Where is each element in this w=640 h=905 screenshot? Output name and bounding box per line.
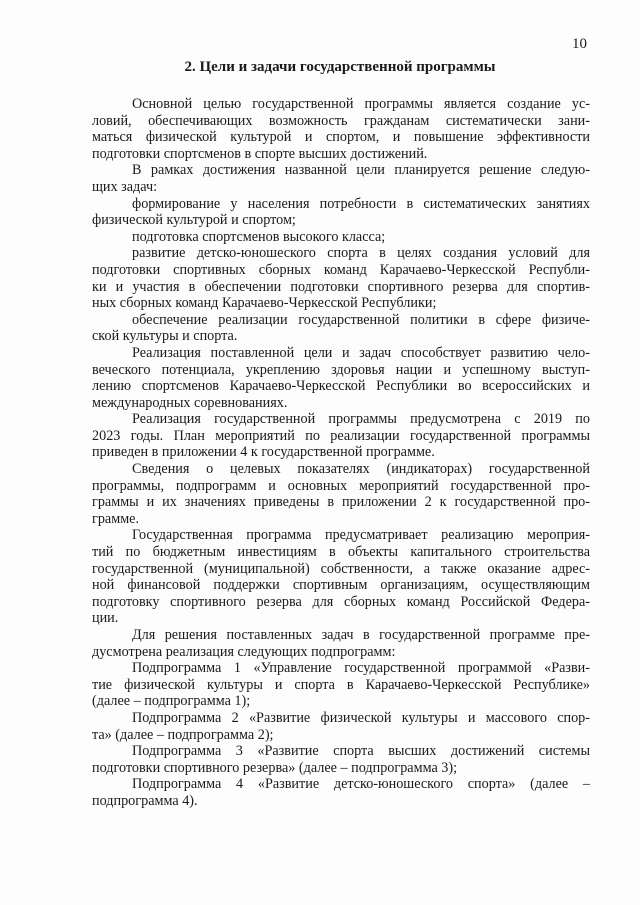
text-line [92, 262, 590, 279]
text-line [92, 544, 590, 561]
text-line [92, 345, 590, 362]
text-line [92, 594, 590, 611]
text-line-content: ной финансовой поддержки спортивным организациям, осуществляющим [92, 577, 590, 594]
text-line-content: лению спортсменов Карачаево-Черкесской Республики во всероссийских и [92, 378, 590, 395]
text-line [92, 395, 590, 412]
text-line [92, 411, 590, 428]
text-line-content: Подпрограмма 1 «Управление государственной программой «Разви- [132, 660, 590, 677]
text-line-content: подпрограмма 4). [92, 792, 198, 809]
text-line [92, 328, 590, 345]
text-line [92, 577, 590, 594]
text-line-content: та» (далее – подпрограмма 2); [92, 726, 274, 743]
text-line-content: Государственная программа предусматривает реализацию мероприя- [132, 527, 590, 544]
text-line-content: ки и участия в обеспечении подготовки спортивного резерва для спортив- [92, 278, 590, 295]
text-line-content: подготовки спортивного резерва» (далее – подпрограмма 3); [92, 759, 458, 776]
text-line-content: приведен в приложении 4 к государственной программе. [92, 444, 435, 461]
text-line-content: В рамках достижения названной цели планируется решение следую- [132, 162, 590, 179]
text-line [92, 212, 590, 229]
text-line-content: 2023 годы. План мероприятий по реализации государственной программы [92, 427, 590, 444]
text-line-content: Основной целью государственной программы является создание ус- [132, 96, 590, 112]
text-line-content: ловий, обеспечивающих возможность гражданам систематически зани- [92, 112, 590, 129]
text-line [92, 644, 590, 661]
text-line-content: маться физической культурой и спортом, и повышение эффективности [92, 129, 590, 146]
text-line-content: (далее – подпрограмма 1); [92, 693, 251, 710]
text-line [92, 444, 590, 461]
text-line-content: веческого потенциала, укреплению здоровья нации и успешному выступ- [92, 361, 590, 378]
text-line [92, 362, 590, 379]
text-line [92, 179, 590, 196]
text-line-content: развитие детско-юношеского спорта в целях создания условий для [132, 245, 590, 262]
text-line [92, 776, 590, 793]
text-line-content: Подпрограмма 4 «Развитие детско-юношеского спорта» (далее – [132, 776, 590, 793]
text-line [92, 710, 590, 727]
text-line-content: Сведения о целевых показателях (индикаторах) государственной [132, 461, 590, 478]
text-line-content: Подпрограмма 2 «Развитие физической культуры и массового спор- [132, 709, 590, 726]
text-line [92, 461, 590, 478]
text-line-content: формирование у населения потребности в систематических занятиях [132, 195, 590, 212]
body-text [92, 96, 590, 810]
text-line-content: подготовку спортивного резерва для сборных команд Российской Федера- [92, 593, 590, 610]
text-line-content: подготовки спортсменов в спорте высших достижений. [92, 145, 428, 162]
text-line [92, 511, 590, 528]
text-line [92, 494, 590, 511]
text-line-content: международных соревнованиях. [92, 394, 288, 411]
text-line-content: Подпрограмма 3 «Развитие спорта высших достижений системы [132, 743, 590, 760]
text-line [92, 312, 590, 329]
text-line-content: ской культуры и спорта. [92, 328, 238, 345]
text-line-content: обеспечение реализации государственной политики в сфере физиче- [132, 311, 590, 328]
text-line [92, 677, 590, 694]
text-line [92, 627, 590, 644]
text-line [92, 113, 590, 130]
text-line-content: государственной (муниципальной) собственности, а также оказание адрес- [92, 560, 590, 577]
text-line [92, 610, 590, 627]
text-line-content: физической культурой и спортом; [92, 212, 296, 229]
text-line-content: грамме. [92, 510, 140, 527]
text-line [92, 279, 590, 296]
text-line [92, 196, 590, 213]
text-line [92, 793, 590, 810]
text-line-content: подготовки спортивных сборных команд Карачаево-Черкесской Республи- [92, 261, 590, 278]
text-line-content: дусмотрена реализация следующих подпрограмм: [92, 643, 396, 660]
text-line [92, 743, 590, 760]
text-line-content: щих задач: [92, 178, 158, 195]
text-line-content: ции. [92, 610, 119, 627]
text-line-content: ных сборных команд Карачаево-Черкесской Республики; [92, 295, 437, 312]
text-line [92, 129, 590, 146]
text-line [92, 727, 590, 744]
text-line [92, 245, 590, 262]
text-line-content: тие физической культуры и спорта в Карачаево-Черкесской Республике» [92, 676, 590, 693]
text-line [92, 96, 590, 113]
text-line [92, 561, 590, 578]
text-line [92, 229, 590, 246]
text-line [92, 162, 590, 179]
text-line [92, 760, 590, 777]
text-line [92, 146, 590, 163]
section-title: 2. Цели и задачи государственной программы [184, 59, 496, 75]
text-line [92, 527, 590, 544]
text-line-content: Реализация поставленной цели и задач способствует развитию чело- [132, 344, 590, 361]
text-line [92, 660, 590, 677]
text-line-content: программы, подпрограмм и основных мероприятий государственной про- [92, 477, 590, 494]
page-number: 10 [572, 36, 587, 52]
text-line [92, 693, 590, 710]
text-line [92, 378, 590, 395]
text-line [92, 478, 590, 495]
text-line-content: граммы и их значениях приведены в приложении 2 к государственной про- [92, 494, 590, 511]
text-line-content: Для решения поставленных задач в государственной программе пре- [132, 627, 590, 643]
text-line [92, 295, 590, 312]
text-line-content: тий по бюджетным инвестициям в объекты капитального строительства [92, 544, 590, 561]
text-line [92, 428, 590, 445]
text-line-content: подготовка спортсменов высокого класса; [132, 228, 386, 245]
text-line-content: Реализация государственной программы предусмотрена с 2019 по [132, 411, 590, 428]
